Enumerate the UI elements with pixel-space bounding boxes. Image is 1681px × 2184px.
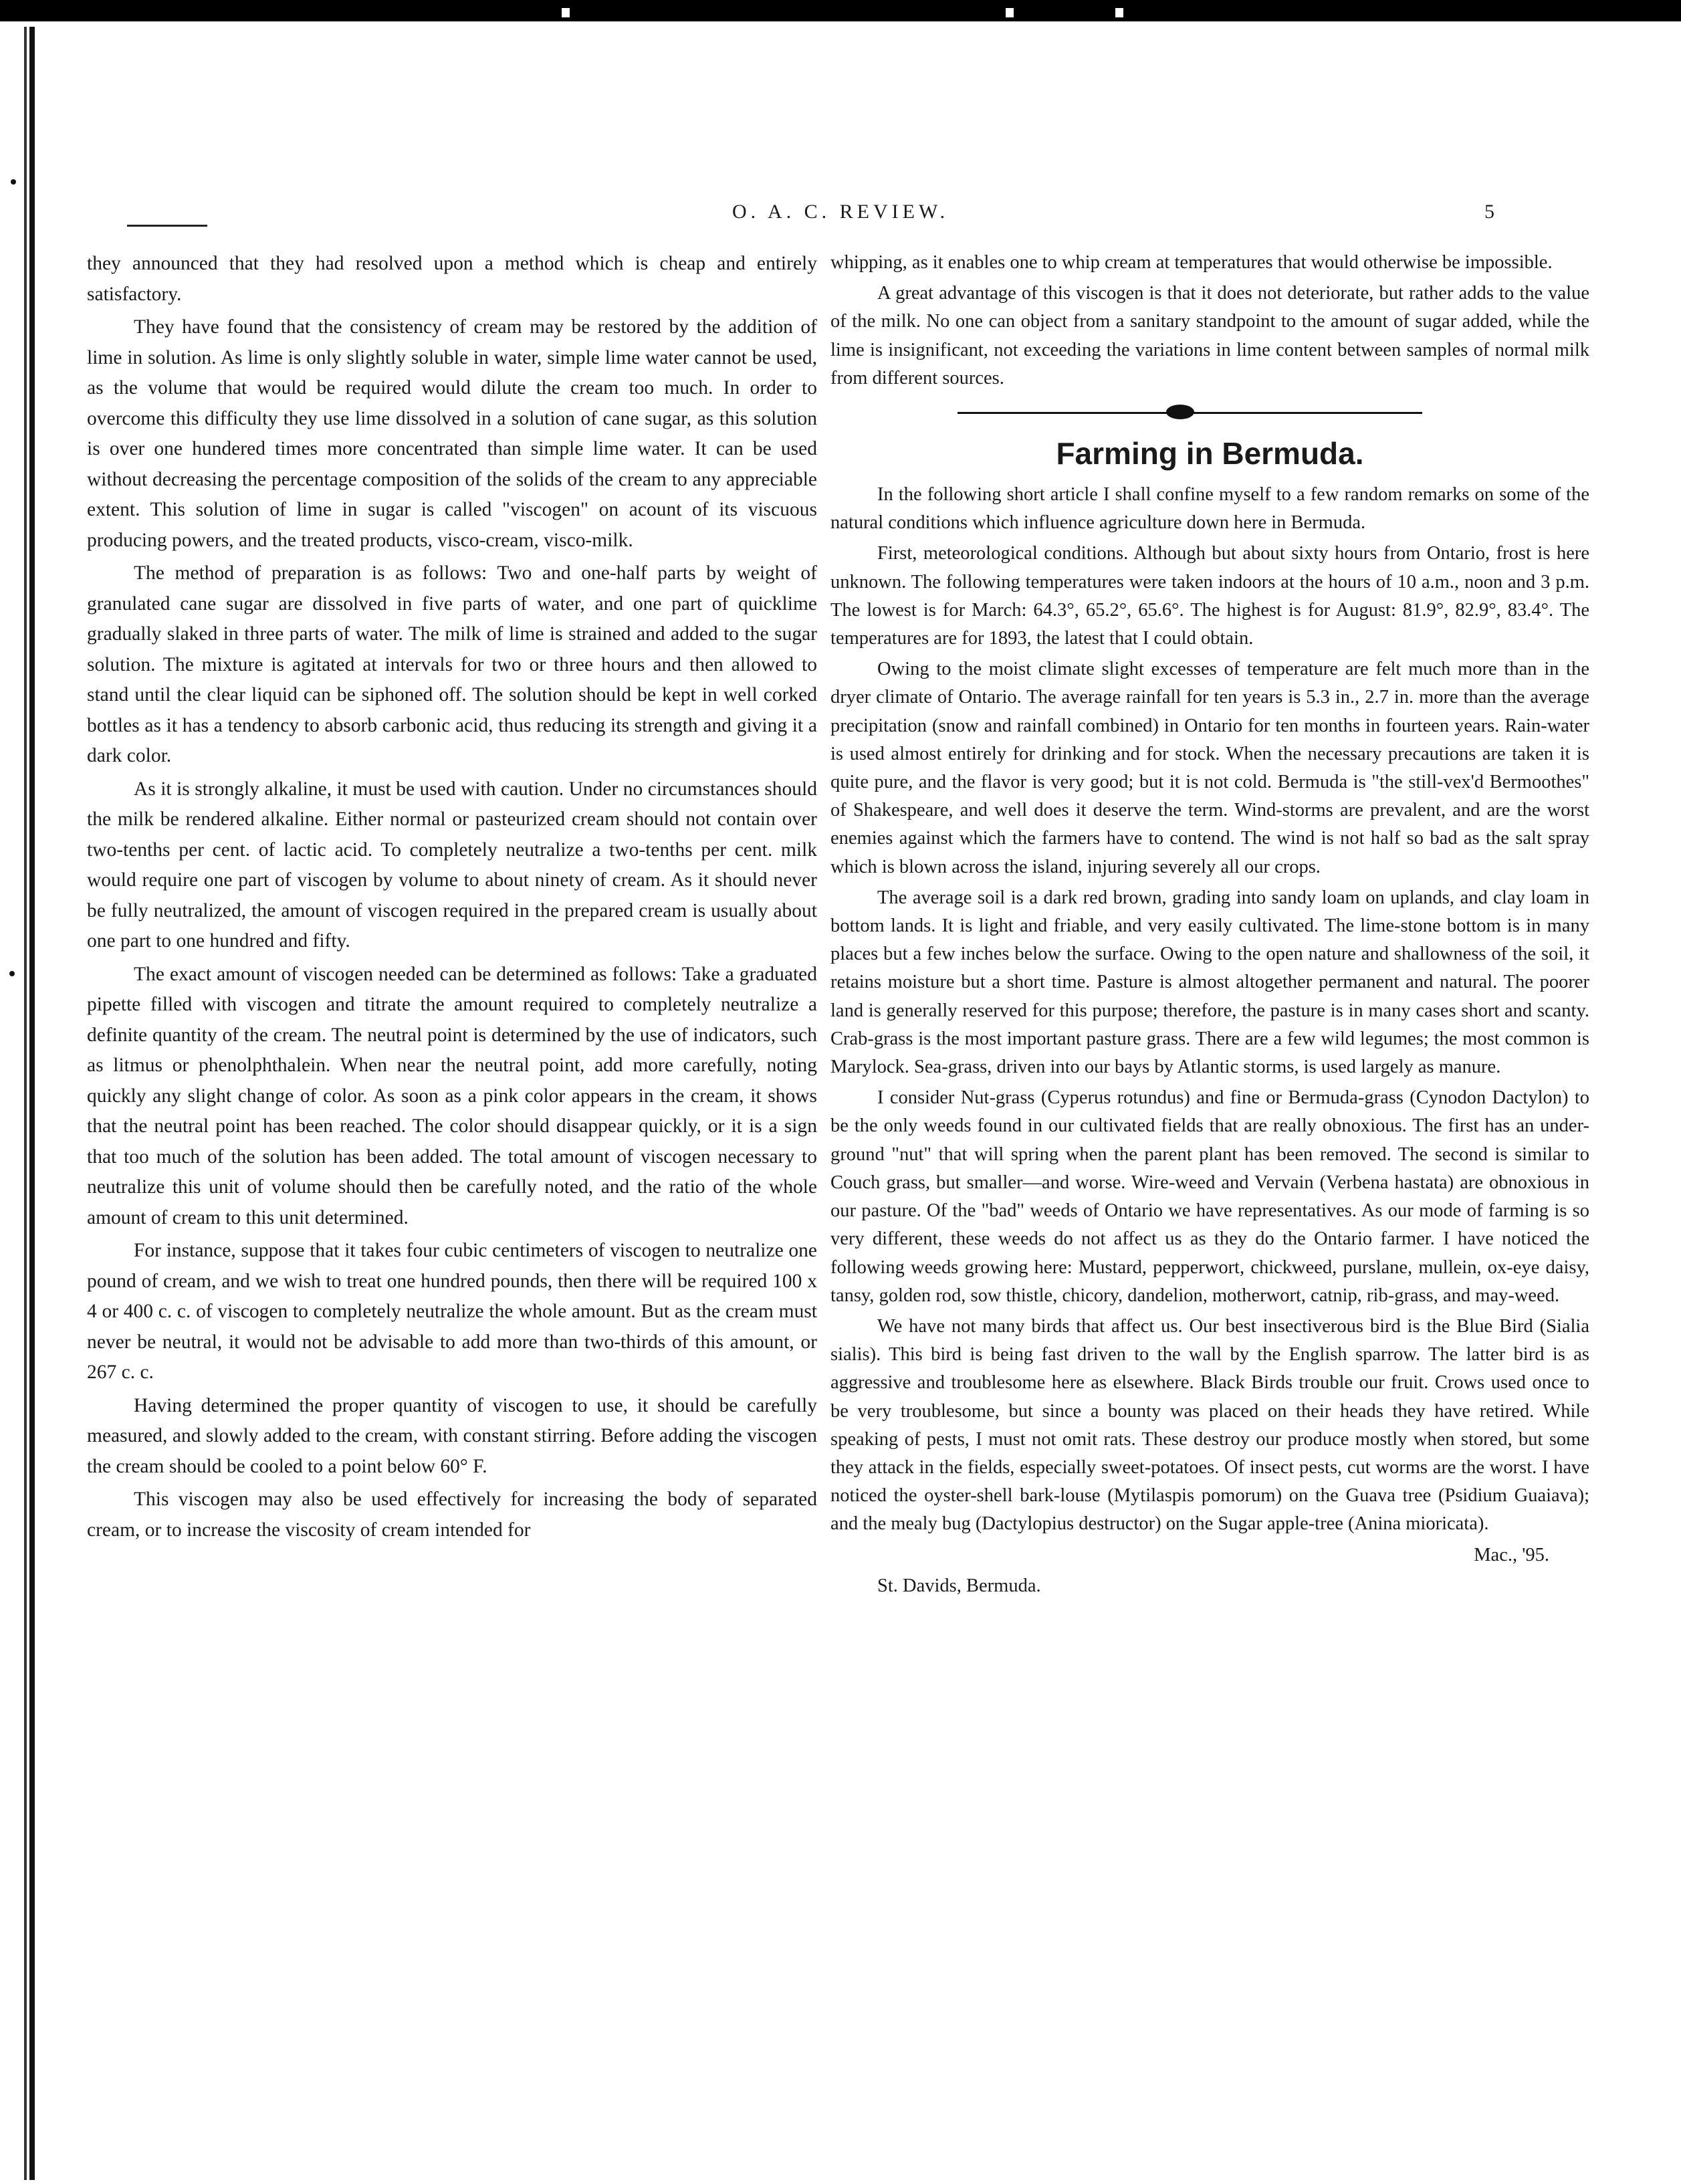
paragraph: The exact amount of viscogen needed can be determined as follows: Take a graduated pipette filled with viscogen and titrate the amount required to completely neutralize a definite quantity of the cream. The neutral point is determined by the use of indicators, such as litmus or phenolphthalein. When near the neutral point, add more carefully, noting quickly any slight change of color. As soon as a pink color appears in the cream, it shows that the neutral point has been reached. The color should disappear quickly, or it is a sign that too much of the solution has been added. The total amount of viscogen necessary to neutralize this unit of volume should then be carefully noted, and the ratio of the whole amount of cream to this unit determined. [87, 963, 817, 1228]
paragraph: We have not many birds that affect us. Our best insectiverous bird is the Blue Bird (Sialia sialis). This bird is being fast driven to the wall by the English sparrow. The latter bird is as aggressive and troublesome here as elsewhere. Black Birds trouble our fruit. Crows used once to be very troublesome, but since a bounty was placed on their heads they have retired. While speaking of pests, I must not omit rats. These destroy our produce mostly when stored, but some they attack in the fields, especially sweet-potatoes. Of insect pests, cut worms are the worst. I have noticed the oyster-shell bark-louse (Mytilaspis pomorum) on the Guava tree (Psidium Guaiava); and the mealy bug (Dactylopius destructor) on the Sugar apple-tree (Anina mioricata). [830, 1315, 1589, 1535]
scan-speck [11, 179, 16, 185]
paragraph: Owing to the moist climate slight excesses of temperature are felt much more than in the dryer climate of Ontario. The average rainfall for ten years is 5.3 in., 2.7 in. more than the average precipitation (snow and rainfall combined) in Ontario for ten months in fourteen years. Rain-water is used almost entirely for drinking and for stock. When the necessary precautions are taken it is quite pure, and the flavor is very good; but it is not cold. Bermuda is "the still-vex'd Bermoothes" of Shakespeare, and well does it deserve the term. Wind-storms are prevalent, and are the worst enemies against which the farmers have to contend. The wind is not half so bad as the salt spray which is blown across the island, injuring severely all our crops. [830, 659, 1589, 877]
scan-top-border [0, 0, 1681, 21]
divider-ornament [1166, 405, 1194, 419]
paragraph: First, meteorological conditions. Although but about sixty hours from Ontario, frost is here unknown. The following temperatures were taken indoors at the hours of 10 a.m., noon and 3 p.m. The lowest is for March: 64.3°, 65.2°, 65.6°. The highest is for August: 81.9°, 82.9°, 83.4°. The temperatures are for 1893, the latest that I could obtain. [830, 543, 1589, 649]
paragraph: The method of preparation is as follows: Two and one-half parts by weight of granulated cane sugar are dissolved in five parts of water, and one part of quicklime gradually slaked in three parts of water. The milk of lime is strained and added to the sugar solution. The mixture is agitated at intervals for two or three hours and then allowed to stand until the clear liquid can be siphoned off. The solution should be kept in well corked bottles as it has a tendency to absorb carbonic acid, thus reducing its strength and giving it a dark color. [87, 562, 817, 766]
scan-speck [9, 971, 15, 976]
paragraph: This viscogen may also be used effectively for increasing the body of separated cream, or to increase the viscosity of cream intended for [87, 1489, 817, 1541]
header-rule [127, 225, 207, 227]
paragraph: they announced that they had resolved upon a method which is cheap and entirely satisfactory. [87, 253, 817, 305]
right-column [830, 249, 1589, 1600]
left-column [87, 249, 817, 1545]
scan-left-border [24, 27, 27, 2180]
paragraph: I consider Nut-grass (Cyperus rotundus) and fine or Bermuda-grass (Cynodon Dactylon) to be the only weeds found in our cultivated fields that are really obnoxious. The first has an under-ground "nut" that will spring when the parent plant has been removed. The second is similar to Couch grass, but smaller—and worse. Wire-weed and Vervain (Verbena hastata) are obnoxious in our pasture. Of the "bad" weeds of Ontario we have representatives. As our mode of farming is so very different, these weeds do not affect us as they do the Ontario farmer. I have noticed the following weeds growing here: Mustard, pepperwort, chickweed, purslane, mullein, ox-eye daisy, tansy, golden rod, sow thistle, chicory, dandelion, motherwort, catnip, rib-grass, and may-weed. [830, 1087, 1589, 1306]
paragraph: In the following short article I shall confine myself to a few random remarks on some of the natural conditions which influence agriculture down here in Bermuda. [830, 484, 1589, 534]
scan-mark [562, 8, 570, 17]
scan-left-border [29, 27, 35, 2180]
paragraph: For instance, suppose that it takes four cubic centimeters of viscogen to neutralize one pound of cream, and we wish to treat one hundred pounds, then there will be required 100 x 4 or 400 c. c. of viscogen to completely neutralize the whole amount. But as the cream must never be neutral, it would not be advisable to add more than two-thirds of this amount, or 267 c. c. [87, 1240, 817, 1383]
author-signature: Mac., '95. [1474, 1544, 1549, 1565]
scan-mark [1006, 8, 1014, 17]
paragraph: Having determined the proper quantity of viscogen to use, it should be carefully measured, and slowly added to the cream, with constant stirring. Before adding the viscogen the cream should be cooled to a point below 60° F. [87, 1394, 817, 1477]
paragraph: They have found that the consistency of cream may be restored by the addition of lime in solution. As lime is only slightly soluble in water, simple lime water cannot be used, as the volume that would be required would dilute the cream too much. In order to overcome this difficulty they use lime dissolved in a solution of cane sugar, as this solution is over one hundered times more concentrated than simple lime water. It can be used without decreasing the percentage composition of the solids of the cream to any appreciable extent. This solution of lime in sugar is called "viscogen" on acount of its viscuous producing powers, and the treated products, visco-cream, visco-milk. [87, 316, 817, 551]
scan-mark [1115, 8, 1123, 17]
ornamental-divider [830, 401, 1589, 425]
running-head: O. A. C. REVIEW. [732, 201, 949, 223]
article-title: Farming in Bermuda. [1056, 436, 1364, 471]
paragraph: The average soil is a dark red brown, grading into sandy loam on uplands, and clay loam in bottom lands. It is light and friable, and very easily cultivated. The lime-stone bottom is in many places but a few inches below the surface. Owing to the open nature and shallowness of the soil, it retains moisture but a short time. Pasture is almost altogether permanent and natural. The poorer land is generally reserved for this purpose; therefore, the pasture is in many cases short and scanty. Crab-grass is the most important pasture grass. There are a few wild legumes; the most common is Marylock. Sea-grass, driven into our bays by Atlantic storms, is used largely as manure. [830, 887, 1589, 1078]
paragraph: whipping, as it enables one to whip cream at temperatures that would otherwise be impossible. [830, 252, 1553, 273]
page-number: 5 [1484, 201, 1494, 223]
paragraph: A great advantage of this viscogen is that it does not deteriorate, but rather adds to the value of the milk. No one can object from a sanitary standpoint to the amount of sugar added, while the lime is insignificant, not exceeding the variations in lime content between samples of normal milk from different sources. [830, 283, 1589, 389]
dateline: St. Davids, Bermuda. [877, 1575, 1041, 1596]
paragraph: As it is strongly alkaline, it must be used with caution. Under no circumstances should the milk be rendered alkaline. Either normal or pasteurized cream should not contain over two-tenths per cent. of lactic acid. To completely neutralize a two-tenths per cent. milk would require one part of viscogen by volume to about ninety of cream. As it should never be fully neutralized, the amount of viscogen required in the prepared cream is usually about one part to one hundred and fifty. [87, 778, 817, 952]
